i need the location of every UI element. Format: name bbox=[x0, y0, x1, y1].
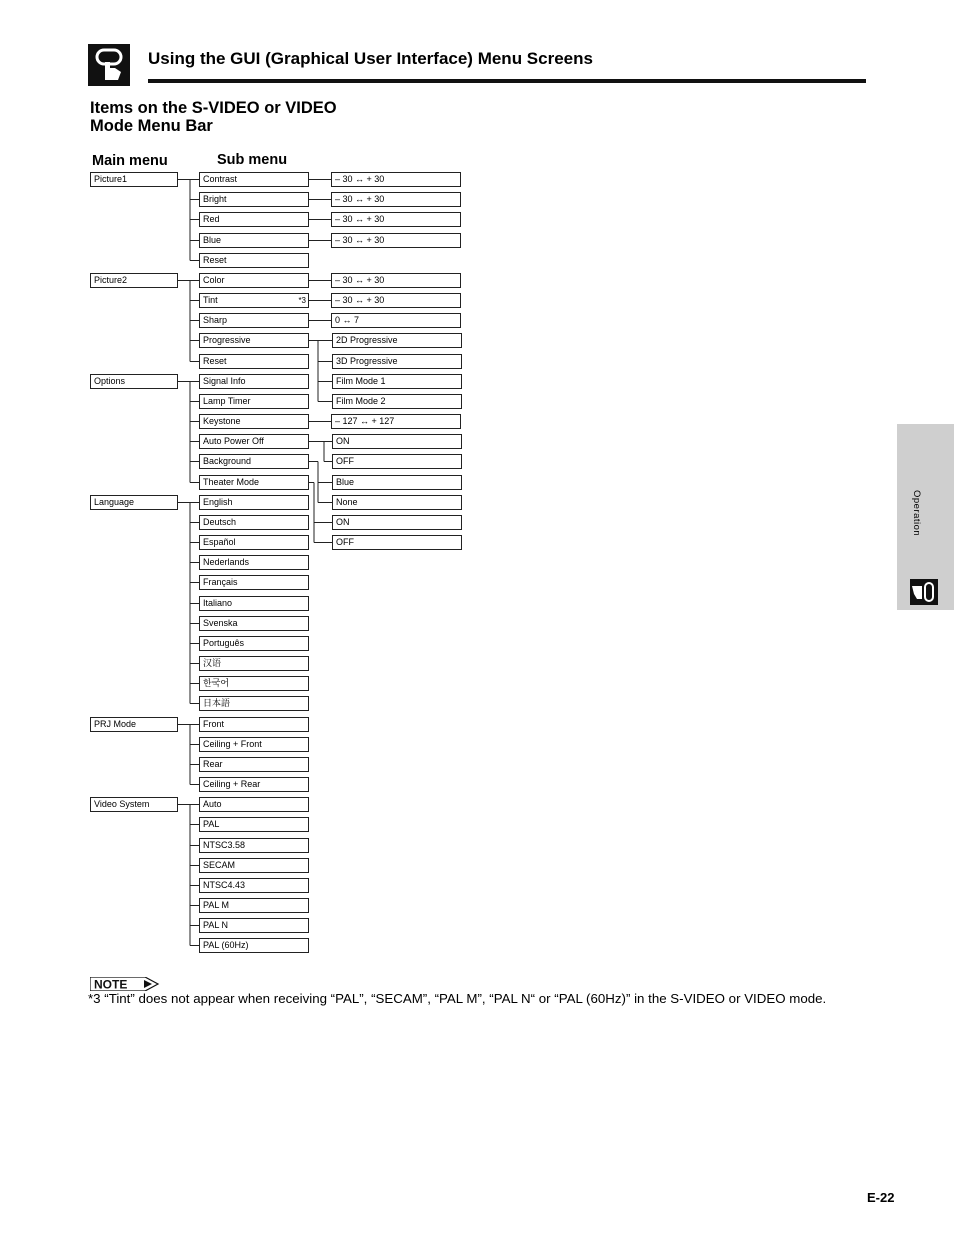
sub-menu-item bbox=[199, 777, 309, 792]
option-item bbox=[332, 454, 462, 469]
page-header-title: Using the GUI (Graphical User Interface) Menu Screens bbox=[148, 49, 593, 68]
option-item-label: OFF bbox=[336, 456, 354, 466]
sub-menu-item bbox=[199, 898, 309, 913]
option-item-label: ON bbox=[336, 517, 350, 527]
sub-menu-item-label: Sharp bbox=[203, 315, 228, 325]
sub-menu-item-label: Reset bbox=[203, 255, 227, 265]
option-range bbox=[331, 273, 461, 288]
sub-menu-item bbox=[199, 918, 309, 933]
sub-menu-item bbox=[199, 192, 309, 207]
sub-menu-item-label: Background bbox=[203, 456, 252, 466]
sub-menu-item-label: Ceiling + Front bbox=[203, 739, 262, 749]
sub-menu-item bbox=[199, 475, 309, 490]
section-title-line2: Mode Menu Bar bbox=[90, 117, 213, 135]
main-menu-heading: Main menu bbox=[92, 153, 168, 169]
sub-menu-item-label: Auto bbox=[203, 799, 222, 809]
option-range bbox=[331, 212, 461, 227]
main-menu-item-label: Picture2 bbox=[94, 275, 128, 285]
sub-menu-item bbox=[199, 878, 309, 893]
sub-menu-item-label: Tint bbox=[203, 295, 218, 305]
sub-menu-item-label: Keystone bbox=[203, 416, 241, 426]
section-title-line1: Items on the S-VIDEO or VIDEO bbox=[90, 99, 337, 117]
option-range-label: – 30 ↔ + 30 bbox=[335, 194, 385, 204]
option-item bbox=[332, 434, 462, 449]
sub-menu-item bbox=[199, 636, 309, 651]
sub-menu-item-label: Nederlands bbox=[203, 557, 250, 567]
main-menu-item-label: Video System bbox=[94, 799, 150, 809]
footnote-mark: *3 bbox=[298, 296, 306, 305]
side-tab-label: Operation bbox=[911, 490, 922, 537]
option-item bbox=[332, 354, 462, 369]
main-menu-item-label: PRJ Mode bbox=[94, 719, 137, 729]
option-range-label: – 127 ↔ + 127 bbox=[335, 416, 395, 426]
main-menu-item bbox=[90, 797, 178, 812]
sub-menu-item bbox=[199, 575, 309, 590]
sub-menu-item bbox=[199, 434, 309, 449]
sub-menu-item bbox=[199, 394, 309, 409]
sub-menu-item-label: Reset bbox=[203, 356, 227, 366]
sub-menu-item bbox=[199, 656, 309, 671]
main-menu-item bbox=[90, 374, 178, 389]
sub-menu-item-label: 汉语 bbox=[203, 658, 222, 668]
option-item bbox=[332, 394, 462, 409]
sub-menu-item-label: 한국어 bbox=[203, 678, 230, 688]
option-range-label: – 30 ↔ + 30 bbox=[335, 214, 385, 224]
sub-menu-item bbox=[199, 354, 309, 369]
option-range bbox=[331, 313, 461, 328]
sub-menu-item bbox=[199, 414, 309, 429]
sub-menu-item bbox=[199, 596, 309, 611]
option-range-label: 0 ↔ 7 bbox=[335, 315, 360, 325]
sub-menu-item bbox=[199, 172, 309, 187]
option-range-label: – 30 ↔ + 30 bbox=[335, 295, 385, 305]
option-range bbox=[331, 233, 461, 248]
sub-menu-item-label: NTSC3.58 bbox=[203, 840, 246, 850]
option-item bbox=[332, 535, 462, 550]
sub-menu-item bbox=[199, 616, 309, 631]
sub-menu-item bbox=[199, 233, 309, 248]
main-menu-item bbox=[90, 172, 178, 187]
sub-menu-item bbox=[199, 273, 309, 288]
sub-menu-item bbox=[199, 817, 309, 832]
page-number: E-22 bbox=[867, 1190, 895, 1205]
sub-menu-item-label: Español bbox=[203, 537, 236, 547]
option-item bbox=[332, 374, 462, 389]
option-range bbox=[331, 172, 461, 187]
option-item-label: OFF bbox=[336, 537, 354, 547]
sub-menu-item bbox=[199, 717, 309, 732]
sub-menu-item-label: PAL M bbox=[203, 900, 230, 910]
option-range bbox=[331, 293, 461, 308]
sub-menu-item bbox=[199, 535, 309, 550]
sub-menu-item bbox=[199, 293, 309, 308]
sub-menu-item-label: SECAM bbox=[203, 860, 236, 870]
sub-menu-item bbox=[199, 676, 309, 691]
sub-menu-item bbox=[199, 858, 309, 873]
option-item bbox=[332, 475, 462, 490]
sub-menu-item-label: Ceiling + Rear bbox=[203, 779, 261, 789]
sub-menu-item bbox=[199, 838, 309, 853]
sub-menu-item bbox=[199, 737, 309, 752]
main-menu-item-label: Language bbox=[94, 497, 135, 507]
option-item-label: 2D Progressive bbox=[336, 335, 398, 345]
option-item bbox=[332, 333, 462, 348]
sub-menu-item-label: Português bbox=[203, 638, 245, 648]
sub-menu-item bbox=[199, 938, 309, 953]
pointing-hand-icon bbox=[910, 579, 938, 605]
sub-menu-item bbox=[199, 696, 309, 711]
sub-menu-item-label: Signal Info bbox=[203, 376, 246, 386]
option-item-label: ON bbox=[336, 436, 350, 446]
main-menu-item-label: Options bbox=[94, 376, 126, 386]
main-menu-item bbox=[90, 717, 178, 732]
sub-menu-item-label: NTSC4.43 bbox=[203, 880, 246, 890]
sub-menu-item-label: Front bbox=[203, 719, 225, 729]
main-menu-item-label: Picture1 bbox=[94, 174, 128, 184]
sub-menu-item bbox=[199, 515, 309, 530]
option-range-label: – 30 ↔ + 30 bbox=[335, 235, 385, 245]
sub-menu-item bbox=[199, 495, 309, 510]
sub-menu-item bbox=[199, 555, 309, 570]
sub-menu-item-label: PAL (60Hz) bbox=[203, 940, 249, 950]
sub-menu-item-label: Progressive bbox=[203, 335, 251, 345]
sub-menu-item bbox=[199, 797, 309, 812]
sub-menu-item-label: Bright bbox=[203, 194, 227, 204]
sub-menu-item bbox=[199, 374, 309, 389]
sub-menu-item bbox=[199, 757, 309, 772]
sub-menu-item-label: Svenska bbox=[203, 618, 238, 628]
sub-menu-item-label: Contrast bbox=[203, 174, 238, 184]
sub-menu-heading: Sub menu bbox=[217, 152, 288, 168]
sub-menu-item-label: Auto Power Off bbox=[203, 436, 264, 446]
sub-menu-item-label: Blue bbox=[203, 235, 222, 245]
sub-menu-item-label: English bbox=[203, 497, 233, 507]
note-badge-label: NOTE bbox=[94, 977, 128, 991]
sub-menu-item-label: Theater Mode bbox=[203, 477, 260, 487]
option-range bbox=[331, 414, 461, 429]
sub-menu-item-label: Deutsch bbox=[203, 517, 237, 527]
sub-menu-item-label: Lamp Timer bbox=[203, 396, 251, 406]
sub-menu-item-label: PAL N bbox=[203, 920, 229, 930]
option-item-label: 3D Progressive bbox=[336, 356, 398, 366]
sub-menu-item-label: Français bbox=[203, 577, 238, 587]
sub-menu-item-label: 日本語 bbox=[203, 698, 231, 708]
option-item-label: None bbox=[336, 497, 358, 507]
option-item bbox=[332, 495, 462, 510]
sub-menu-item bbox=[199, 454, 309, 469]
sub-menu-item bbox=[199, 313, 309, 328]
sub-menu-item-label: Red bbox=[203, 214, 220, 224]
main-menu-item bbox=[90, 495, 178, 510]
sub-menu-item-label: Rear bbox=[203, 759, 223, 769]
option-range-label: – 30 ↔ + 30 bbox=[335, 275, 385, 285]
note-text: *3 “Tint” does not appear when receiving “PAL”, “SECAM”, “PAL M”, “PAL N“ or “PAL (60Hz)” in the S-VIDEO or VIDEO mode. bbox=[88, 991, 827, 1006]
sub-menu-item bbox=[199, 253, 309, 268]
option-item bbox=[332, 515, 462, 530]
sub-menu-item-label: Italiano bbox=[203, 598, 233, 608]
sub-menu-item-label: Color bbox=[203, 275, 225, 285]
option-range bbox=[331, 192, 461, 207]
option-range-label: – 30 ↔ + 30 bbox=[335, 174, 385, 184]
option-item-label: Film Mode 2 bbox=[336, 396, 386, 406]
option-item-label: Blue bbox=[336, 477, 355, 487]
sub-menu-item-label: PAL bbox=[203, 819, 220, 829]
sub-menu-item bbox=[199, 333, 309, 348]
main-menu-item bbox=[90, 273, 178, 288]
option-item-label: Film Mode 1 bbox=[336, 376, 386, 386]
sub-menu-item bbox=[199, 212, 309, 227]
